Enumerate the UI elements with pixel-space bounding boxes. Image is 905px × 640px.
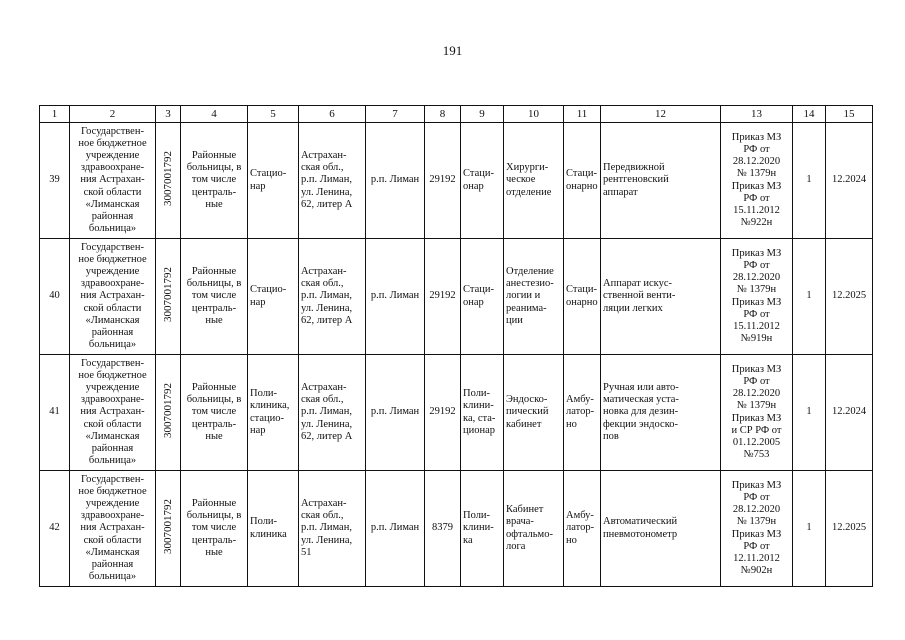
quantity: 1: [806, 174, 812, 186]
care-form: Стаци- онарно: [566, 168, 598, 192]
department-cell: [504, 471, 564, 587]
column-header: 11: [564, 106, 601, 123]
address: Астрахан- ская обл., р.п. Лиман, ул. Ленина, 51: [301, 497, 353, 558]
column-header: 10: [504, 106, 564, 123]
quantity-cell: [793, 123, 826, 239]
care-conditions-unit: Стаци- онар: [463, 284, 494, 308]
column-number-row: [40, 106, 873, 123]
care-conditions-unit: Поли- клини- ка, ста- ционар: [463, 388, 496, 436]
row-number-cell: [40, 239, 70, 355]
facility-type: Районные больницы, в том числе централь- ные: [186, 381, 242, 442]
regulation-order: Приказ МЗ РФ от 28.12.2020 № 1379н Приказ МЗ и СР РФ от 01.12.2005 №753: [731, 363, 782, 461]
regulation-order: Приказ МЗ РФ от 28.12.2020 № 1379н Приказ МЗ РФ от 12.11.2012 №902н: [731, 479, 782, 577]
row-number-cell: [40, 471, 70, 587]
organization-name-cell: [70, 239, 156, 355]
quantity: 1: [806, 290, 812, 302]
department: Хирурги- ческое отделение: [506, 162, 552, 198]
care-conditions-unit-cell: [461, 239, 504, 355]
facility-type: Районные больницы, в том числе централь- ные: [186, 265, 242, 326]
column-header: 4: [181, 106, 248, 123]
department: Кабинет врача- офтальмо- лога: [506, 504, 553, 552]
row-number: 42: [49, 522, 60, 534]
population: 29192: [429, 290, 456, 302]
equipment-name-cell: [601, 355, 721, 471]
due-date: 12.2025: [831, 522, 867, 534]
care-form: Амбу- латор- но: [566, 394, 595, 430]
column-header: 6: [299, 106, 366, 123]
organization-name-cell: [70, 355, 156, 471]
column-header: 1: [40, 106, 70, 123]
settlement: р.п. Лиман: [370, 174, 420, 186]
department: Отделение анестезио- логии и реанима- ции: [506, 265, 554, 326]
settlement-cell: [366, 239, 425, 355]
row-number: 41: [49, 406, 60, 418]
care-conditions: Стацио- нар: [250, 284, 287, 308]
column-header: 9: [461, 106, 504, 123]
care-form-cell: [564, 355, 601, 471]
population-cell: [425, 239, 461, 355]
quantity-cell: [793, 355, 826, 471]
row-number: 40: [49, 290, 60, 302]
care-conditions-unit-cell: [461, 123, 504, 239]
organization-name: Государствен- ное бюджетное учреждение здравоохране- ния Астрахан- ской области «Лиманская районная больница»: [78, 241, 147, 351]
due-date: 12.2024: [831, 174, 867, 186]
table-row: [40, 123, 873, 239]
facility-type-cell: [181, 239, 248, 355]
quantity: 1: [806, 406, 812, 418]
organization-name: Государствен- ное бюджетное учреждение здравоохране- ния Астрахан- ской области «Лиманская районная больница»: [78, 357, 147, 467]
equipment-name: Передвижной рентгеновский аппарат: [603, 162, 669, 198]
regulation-order-cell: [721, 355, 793, 471]
care-conditions-unit: Стаци- онар: [463, 168, 494, 192]
population: 29192: [429, 406, 456, 418]
department: Эндоско- пический кабинет: [506, 394, 549, 430]
address-cell: [299, 355, 366, 471]
regulation-order: Приказ МЗ РФ от 28.12.2020 № 1379н Приказ МЗ РФ от 15.11.2012 №919н: [731, 247, 782, 345]
care-conditions: Поли- клиника, стацио- нар: [250, 388, 290, 436]
column-header: 14: [793, 106, 826, 123]
organization-name-cell: [70, 471, 156, 587]
population: 29192: [429, 174, 456, 186]
department-cell: [504, 239, 564, 355]
facility-type: Районные больницы, в том числе централь- ные: [186, 497, 242, 558]
equipment-name: Ручная или авто- матическая уста- новка для дезин- фекции эндоско- пов: [603, 381, 679, 442]
due-date: 12.2025: [831, 290, 867, 302]
address: Астрахан- ская обл., р.п. Лиман, ул. Ленина, 62, литер А: [301, 265, 353, 326]
facility-type-cell: [181, 355, 248, 471]
care-conditions-cell: [248, 123, 299, 239]
quantity-cell: [793, 471, 826, 587]
organization-name: Государствен- ное бюджетное учреждение здравоохране- ния Астрахан- ской области «Лиманская районная больница»: [78, 473, 147, 583]
care-conditions-unit-cell: [461, 355, 504, 471]
care-form-cell: [564, 471, 601, 587]
equipment-table: [39, 105, 873, 587]
department-cell: [504, 123, 564, 239]
column-header: 7: [366, 106, 425, 123]
due-date-cell: [826, 123, 873, 239]
department-cell: [504, 355, 564, 471]
page-number: 191: [442, 43, 463, 58]
address: Астрахан- ская обл., р.п. Лиман, ул. Ленина, 62, литер А: [301, 149, 353, 210]
facility-type-cell: [181, 123, 248, 239]
equipment-name-cell: [601, 471, 721, 587]
column-header: 3: [156, 106, 181, 123]
equipment-name-cell: [601, 123, 721, 239]
organization-code-cell: [156, 239, 181, 355]
quantity: 1: [806, 522, 812, 534]
row-number-cell: [40, 355, 70, 471]
organization-code: 3007001792: [161, 382, 174, 438]
address-cell: [299, 123, 366, 239]
column-header: 13: [721, 106, 793, 123]
due-date: 12.2024: [831, 406, 867, 418]
care-conditions-cell: [248, 471, 299, 587]
due-date-cell: [826, 355, 873, 471]
care-form: Стаци- онарно: [566, 284, 598, 308]
care-conditions-cell: [248, 355, 299, 471]
table-row: [40, 355, 873, 471]
population-cell: [425, 355, 461, 471]
equipment-name-cell: [601, 239, 721, 355]
row-number-cell: [40, 123, 70, 239]
organization-code-cell: [156, 355, 181, 471]
column-header: 5: [248, 106, 299, 123]
column-header: 12: [601, 106, 721, 123]
care-form: Амбу- латор- но: [566, 510, 595, 546]
organization-code: 3007001792: [161, 266, 174, 322]
table-row: [40, 239, 873, 355]
quantity-cell: [793, 239, 826, 355]
row-number: 39: [49, 174, 60, 186]
care-form-cell: [564, 239, 601, 355]
column-header: 8: [425, 106, 461, 123]
organization-code-cell: [156, 471, 181, 587]
address-cell: [299, 471, 366, 587]
facility-type: Районные больницы, в том числе централь- ные: [186, 149, 242, 210]
care-conditions: Поли- клиника: [250, 516, 287, 540]
organization-name: Государствен- ное бюджетное учреждение здравоохране- ния Астрахан- ской области «Лиманская районная больница»: [78, 125, 147, 235]
population-cell: [425, 471, 461, 587]
facility-type-cell: [181, 471, 248, 587]
care-conditions-unit-cell: [461, 471, 504, 587]
care-conditions-unit: Поли- клини- ка: [463, 510, 494, 546]
equipment-name: Автоматический пневмотонометр: [603, 516, 678, 540]
address-cell: [299, 239, 366, 355]
address: Астрахан- ская обл., р.п. Лиман, ул. Ленина, 62, литер А: [301, 381, 353, 442]
column-header: 2: [70, 106, 156, 123]
care-conditions-cell: [248, 239, 299, 355]
equipment-name: Аппарат искус- ственной венти- ляции легких: [603, 278, 676, 314]
care-conditions: Стацио- нар: [250, 168, 287, 192]
settlement: р.п. Лиман: [370, 522, 420, 534]
settlement: р.п. Лиман: [370, 406, 420, 418]
settlement: р.п. Лиман: [370, 290, 420, 302]
settlement-cell: [366, 123, 425, 239]
regulation-order-cell: [721, 123, 793, 239]
settlement-cell: [366, 355, 425, 471]
regulation-order: Приказ МЗ РФ от 28.12.2020 № 1379н Приказ МЗ РФ от 15.11.2012 №922н: [731, 131, 782, 229]
regulation-order-cell: [721, 239, 793, 355]
organization-code-cell: [156, 123, 181, 239]
care-form-cell: [564, 123, 601, 239]
organization-code: 3007001792: [161, 498, 174, 554]
population-cell: [425, 123, 461, 239]
due-date-cell: [826, 239, 873, 355]
population: 8379: [432, 522, 453, 534]
table-row: [40, 471, 873, 587]
column-header: 15: [826, 106, 873, 123]
settlement-cell: [366, 471, 425, 587]
organization-name-cell: [70, 123, 156, 239]
organization-code: 3007001792: [161, 150, 174, 206]
regulation-order-cell: [721, 471, 793, 587]
due-date-cell: [826, 471, 873, 587]
